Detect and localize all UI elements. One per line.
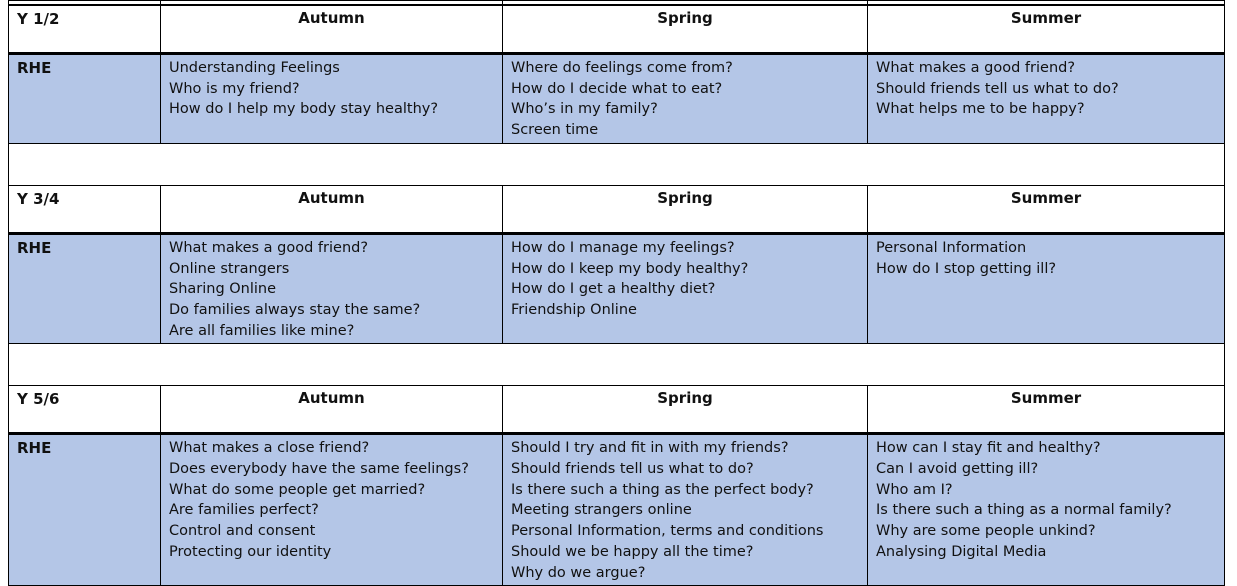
topic-item: Personal Information, terms and conditions (511, 523, 824, 540)
topic-item: Who’s in my family? (511, 101, 658, 118)
term-heading-autumn: Autumn (161, 386, 503, 434)
term-heading-summer: Summer (868, 5, 1225, 54)
topic-item: Do families always stay the same? (169, 301, 421, 318)
topic-item: How do I decide what to eat? (511, 80, 723, 97)
topic-item: What makes a good friend? (876, 60, 1076, 76)
spring-topics-cell (503, 233, 868, 344)
summer-topics-cell (868, 233, 1225, 344)
spring-topics-cell (503, 54, 868, 144)
section-spacer (9, 143, 1225, 185)
topic-item: What helps me to be happy? (876, 101, 1085, 118)
subject-label: RHE (9, 54, 161, 144)
term-heading-spring: Spring (503, 5, 868, 54)
topic-item: How do I stop getting ill? (876, 260, 1057, 277)
topic-item: Meeting strangers online (511, 502, 692, 519)
topic-item: Why do we argue? (511, 564, 646, 581)
section-topics-row (9, 233, 1225, 344)
topic-item: Are all families like mine? (169, 322, 355, 339)
topic-item: Sharing Online (169, 281, 277, 298)
section-topics-row (9, 54, 1225, 144)
section-header-row (9, 5, 1225, 54)
topic-item: Understanding Feelings (169, 60, 340, 76)
topic-item: Should I try and fit in with my friends? (511, 440, 789, 457)
topic-item: How do I help my body stay healthy? (169, 101, 439, 118)
subject-label: RHE (9, 434, 161, 586)
topic-item: Should we be happy all the time? (511, 543, 754, 560)
year-label: Y 5/6 (9, 386, 161, 434)
topic-item: Is there such a thing as a normal family? (876, 502, 1172, 519)
topic-item: Online strangers (169, 260, 290, 277)
rhe-curriculum-table (8, 0, 1225, 586)
term-heading-summer: Summer (868, 386, 1225, 434)
spring-topics-cell (503, 434, 868, 586)
topic-item: Should friends tell us what to do? (876, 80, 1119, 97)
topic-item: Control and consent (169, 523, 316, 540)
year-label: Y 1/2 (9, 5, 161, 54)
section-topics-row (9, 434, 1225, 586)
autumn-topics-cell (161, 434, 503, 586)
topic-item: Can I avoid getting ill? (876, 461, 1039, 478)
term-heading-spring: Spring (503, 386, 868, 434)
topic-item: How do I manage my feelings? (511, 239, 735, 256)
topic-item: Should friends tell us what to do? (511, 461, 754, 478)
topic-item: Where do feelings come from? (511, 60, 733, 76)
year-label: Y 3/4 (9, 185, 161, 233)
summer-topics-cell (868, 54, 1225, 144)
topic-item: How can I stay fit and healthy? (876, 440, 1101, 457)
section-header-row (9, 386, 1225, 434)
topic-item: How do I get a healthy diet? (511, 281, 716, 298)
term-heading-autumn: Autumn (161, 5, 503, 54)
summer-topics-cell (868, 434, 1225, 586)
term-heading-spring: Spring (503, 185, 868, 233)
topic-item: Analysing Digital Media (876, 543, 1047, 560)
topic-item: Personal Information (876, 239, 1027, 256)
section-header-row (9, 185, 1225, 233)
topic-item: Protecting our identity (169, 543, 332, 560)
topic-item: Who am I? (876, 481, 953, 498)
topic-item: What makes a good friend? (169, 239, 369, 256)
topic-item: Why are some people unkind? (876, 523, 1096, 540)
topic-item: Who is my friend? (169, 80, 300, 97)
topic-item: Is there such a thing as the perfect body? (511, 481, 814, 498)
autumn-topics-cell (161, 233, 503, 344)
section-spacer (9, 344, 1225, 386)
term-heading-autumn: Autumn (161, 185, 503, 233)
topic-item: Screen time (511, 122, 599, 139)
topic-item: How do I keep my body healthy? (511, 260, 749, 277)
topic-item: Friendship Online (511, 301, 637, 318)
autumn-topics-cell (161, 54, 503, 144)
topic-item: Does everybody have the same feelings? (169, 461, 469, 478)
topic-item: What makes a close friend? (169, 440, 370, 457)
topic-item: Are families perfect? (169, 502, 319, 519)
subject-label: RHE (9, 233, 161, 344)
topic-item: What do some people get married? (169, 481, 426, 498)
term-heading-summer: Summer (868, 185, 1225, 233)
